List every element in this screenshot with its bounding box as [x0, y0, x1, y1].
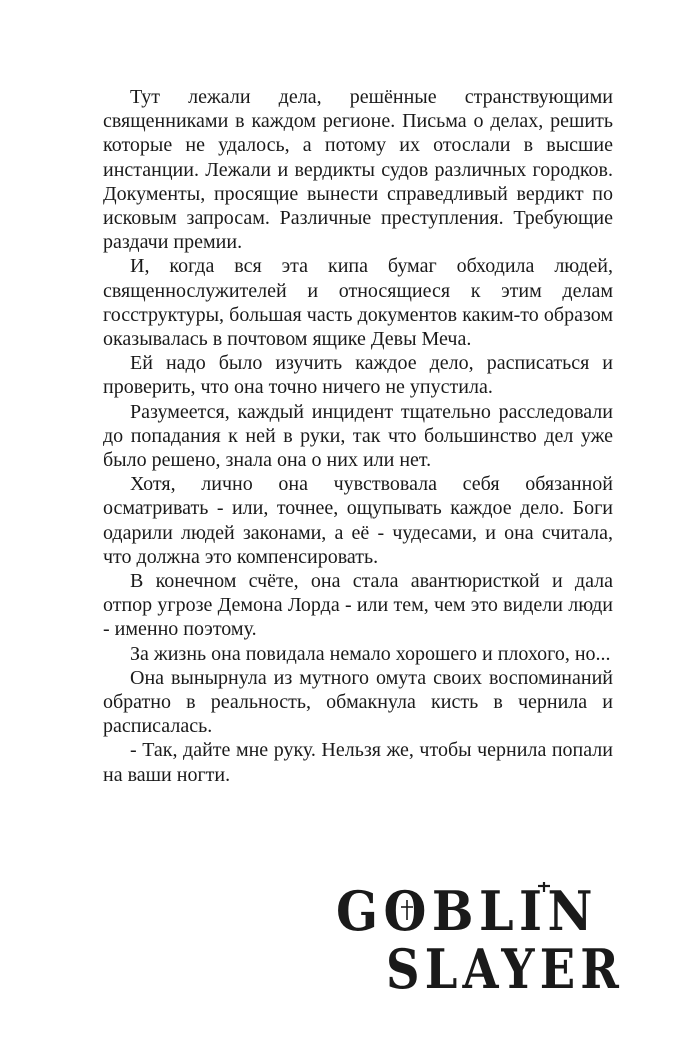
- paragraph: В конечном счёте, она стала авантюристкой и дала отпор угрозе Демона Лорда - или тем, чем это видели люди - именно поэтому.: [103, 570, 613, 641]
- goblin-slayer-logo: [330, 880, 630, 1000]
- paragraph: - Так, дайте мне руку. Нельзя же, чтобы чернила попали на ваши ногти.: [103, 739, 613, 786]
- svg-text:SLAYER: SLAYER: [386, 937, 624, 1001]
- paragraph: Она вынырнула из мутного омута своих воспоминаний обратно в реальность, обмакнула кисть в чернила и расписалась.: [103, 666, 613, 738]
- paragraph: Разумеется, каждый инцидент тщательно расследовали до попадания к ней в руки, так что большинство дел уже было решено, знала она о них или нет.: [103, 400, 613, 472]
- body-text: [103, 85, 613, 787]
- paragraph: И, когда вся эта кипа бумаг обходила людей, священнослужителей и относящиеся к этим делам госструктуры, большая часть документов каким-то образом оказывалась в почтовом ящике Девы Меча.: [103, 255, 613, 351]
- paragraph: Тут лежали дела, решённые странствующими священниками в каждом регионе. Письма о делах, решить которые не удалось, а потому их отослали в высшие инстанции. Лежали и вердикты судов различных городков. Документы, просящие вынести справедливый вердикт по исковым запросам. Различные преступления. Требующие раздачи премии.: [103, 86, 613, 254]
- paragraph: Ей надо было изучить каждое дело, расписаться и проверить, что она точно ничего не упустила.: [103, 352, 613, 399]
- paragraph: За жизнь она повидала немало хорошего и плохого, но...: [130, 642, 611, 665]
- svg-text:GOBLIN: GOBLIN: [336, 879, 598, 943]
- paragraph: Хотя, лично она чувствовала себя обязанной осматривать - или, точнее, ощупывать каждое дело. Боги одарили людей законами, а её - чудесами, и она считала, что должна это компенсировать.: [103, 473, 613, 568]
